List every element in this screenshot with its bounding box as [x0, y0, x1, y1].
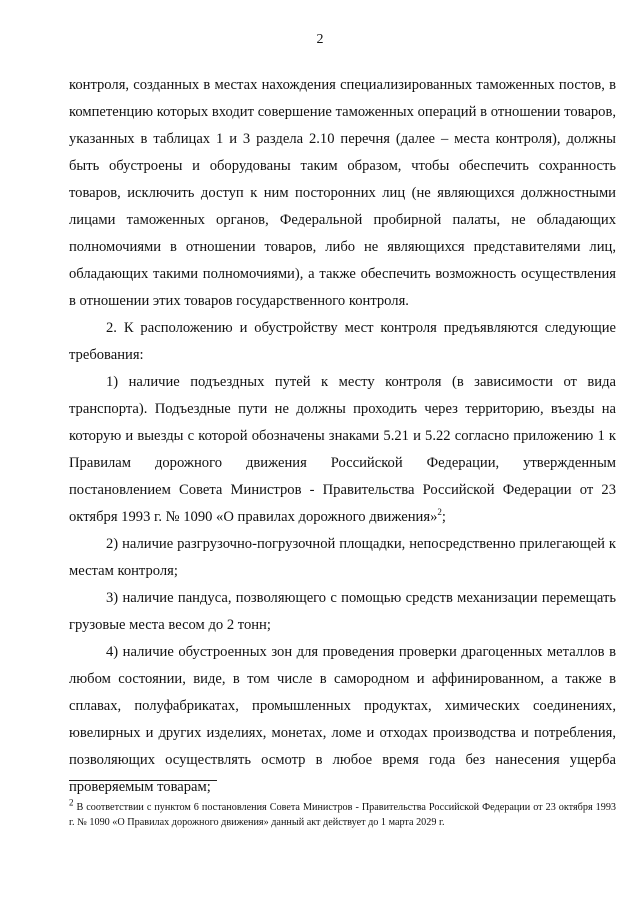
footnote-mark: 2 — [69, 797, 74, 808]
list-item-4: 4) наличие обустроенных зон для проведения проверки драгоценных металлов в любом состоянии, виде, в том числе в самородном и аффинированном, а также в сплавах, полуфабрикатах, промышленных продуктах, химических соединениях, ювелирных и других изделиях, монетах, ломе и отходах производства и потребления, позволяющих осуществлять осмотр в любое время года без нанесения ущерба проверяемым товарам; — [69, 644, 616, 795]
footnote-divider — [69, 780, 217, 781]
footnote-text: В соответствии с пунктом 6 постановления Совета Министров - Правительства Российской Федерации от 23 октября 1993 г. № 1090 «О Правилах дорожного движения» данный акт действует до 1 марта 2029 г. — [69, 802, 617, 828]
list-item-3: 3) наличие пандуса, позволяющего с помощью средств механизации перемещать грузовые места весом до 2 тонн; — [69, 590, 616, 633]
document-body — [69, 72, 616, 801]
list-item-1: 1) наличие подъездных путей к месту контроля (в зависимости от вида транспорта). Подъездные пути не должны проходить через территорию, въезды на которую и выезды с которой обозначены знаками 5.21 и 5.22 согласно приложению 1 к Правилам дорожного движения Российской Федерации, утвержденным постановлением Совета Министров - Правительства Российской Федерации от 23 октября 1993 г. № 1090 «О правилах дорожного движения»$^2$; — [69, 374, 616, 525]
footnote-reference: 2 — [437, 507, 442, 518]
page-number: 2 — [316, 32, 324, 47]
paragraph-continuation: контроля, созданных в местах нахождения специализированных таможенных постов, в компетенцию которых входит совершение таможенных операций в отношении товаров, указанных в таблицах 1 и 3 раздела 2.10 перечня (далее – места контроля), должны быть обустроены и оборудованы таким образом, чтобы обеспечить сохранность товаров, исключить доступ к ним посторонних лиц (не являющихся должностными лицами таможенных органов, Федеральной пробирной палаты, не обладающих полномочиями в отношении товаров, либо не являющихся представителями лиц, обладающих такими полномочиями), а также обеспечить возможность осуществления в отношении этих товаров государственного контроля. — [69, 77, 616, 309]
paragraph-item-2: 2. К расположению и обустройству мест контроля предъявляются следующие требования: — [69, 320, 616, 363]
footnote — [69, 797, 617, 830]
list-item-2: 2) наличие разгрузочно-погрузочной площадки, непосредственно прилегающей к местам контроля; — [69, 536, 616, 579]
